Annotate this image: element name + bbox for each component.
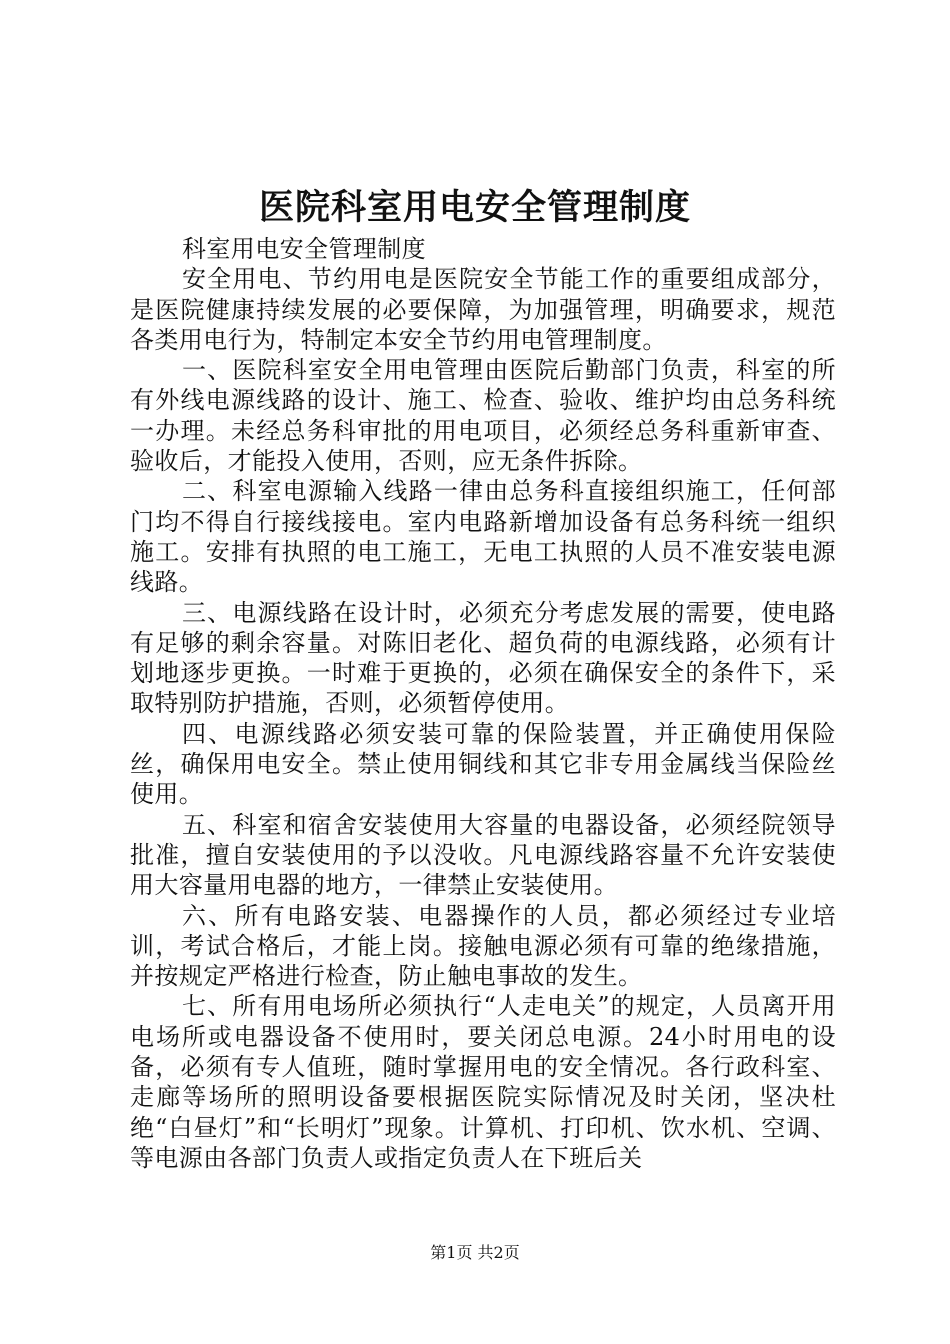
rule-paragraph-3: 三、电源线路在设计时，必须充分考虑发展的需要，使电路有足够的剩余容量。对陈旧老化、超负荷的电源线路，必须有计划地逐步更换。一时难于更换的，必须在确保安全的条件下，采取特别防护措施，否则，必须暂停使用。: [130, 598, 836, 718]
document-title: 医院科室用电安全管理制度: [258, 187, 691, 228]
subtitle-paragraph: 科室用电安全管理制度: [182, 235, 426, 263]
page-footer: 第1页 共2页: [430, 1243, 520, 1262]
intro-paragraph: 安全用电、节约用电是医院安全节能工作的重要组成部分，是医院健康持续发展的必要保障，为加强管理，明确要求，规范各类用电行为，特制定本安全节约用电管理制度。: [130, 265, 836, 354]
rule-paragraph-4: 四、电源线路必须安装可靠的保险装置，并正确使用保险丝，确保用电安全。禁止使用铜线和其它非专用金属线当保险丝使用。: [130, 719, 836, 809]
rule-paragraph-6: 六、所有电路安装、电器操作的人员，都必须经过专业培训，考试合格后，才能上岗。接触电源必须有可靠的绝缘措施，并按规定严格进行检查，防止触电事故的发生。: [130, 901, 836, 991]
rule-paragraph-1: 一、医院科室安全用电管理由医院后勤部门负责，科室的所有外线电源线路的设计、施工、检查、验收、维护均由总务科统一办理。未经总务科审批的用电项目，必须经总务科重新审查、验收后，才能投入使用，否则，应无条件拆除。: [130, 356, 836, 476]
rule-paragraph-7: 七、所有用电场所必须执行“人走电关”的规定，人员离开用电场所或电器设备不使用时，要关闭总电源。24小时用电的设备，必须有专人值班，随时掌握用电的安全情况。各行政科室、走廊等场所的照明设备要根据医院实际情况及时关闭，坚决杜绝“白昼灯”和“长明灯”现象。计算机、打印机、饮水机、空调、等电源由各部门负责人或指定负责人在下班后关: [130, 992, 836, 1172]
document-body: [130, 234, 836, 1173]
rule-paragraph-2: 二、科室电源输入线路一律由总务科直接组织施工，任何部门均不得自行接线接电。室内电路新增加设备有总务科统一组织施工。安排有执照的电工施工，无电工执照的人员不准安装电源线路。: [130, 477, 836, 597]
rule-paragraph-5: 五、科室和宿舍安装使用大容量的电器设备，必须经院领导批准，擅自安装使用的予以没收。凡电源线路容量不允许安装使用大容量用电器的地方，一律禁止安装使用。: [130, 810, 836, 900]
